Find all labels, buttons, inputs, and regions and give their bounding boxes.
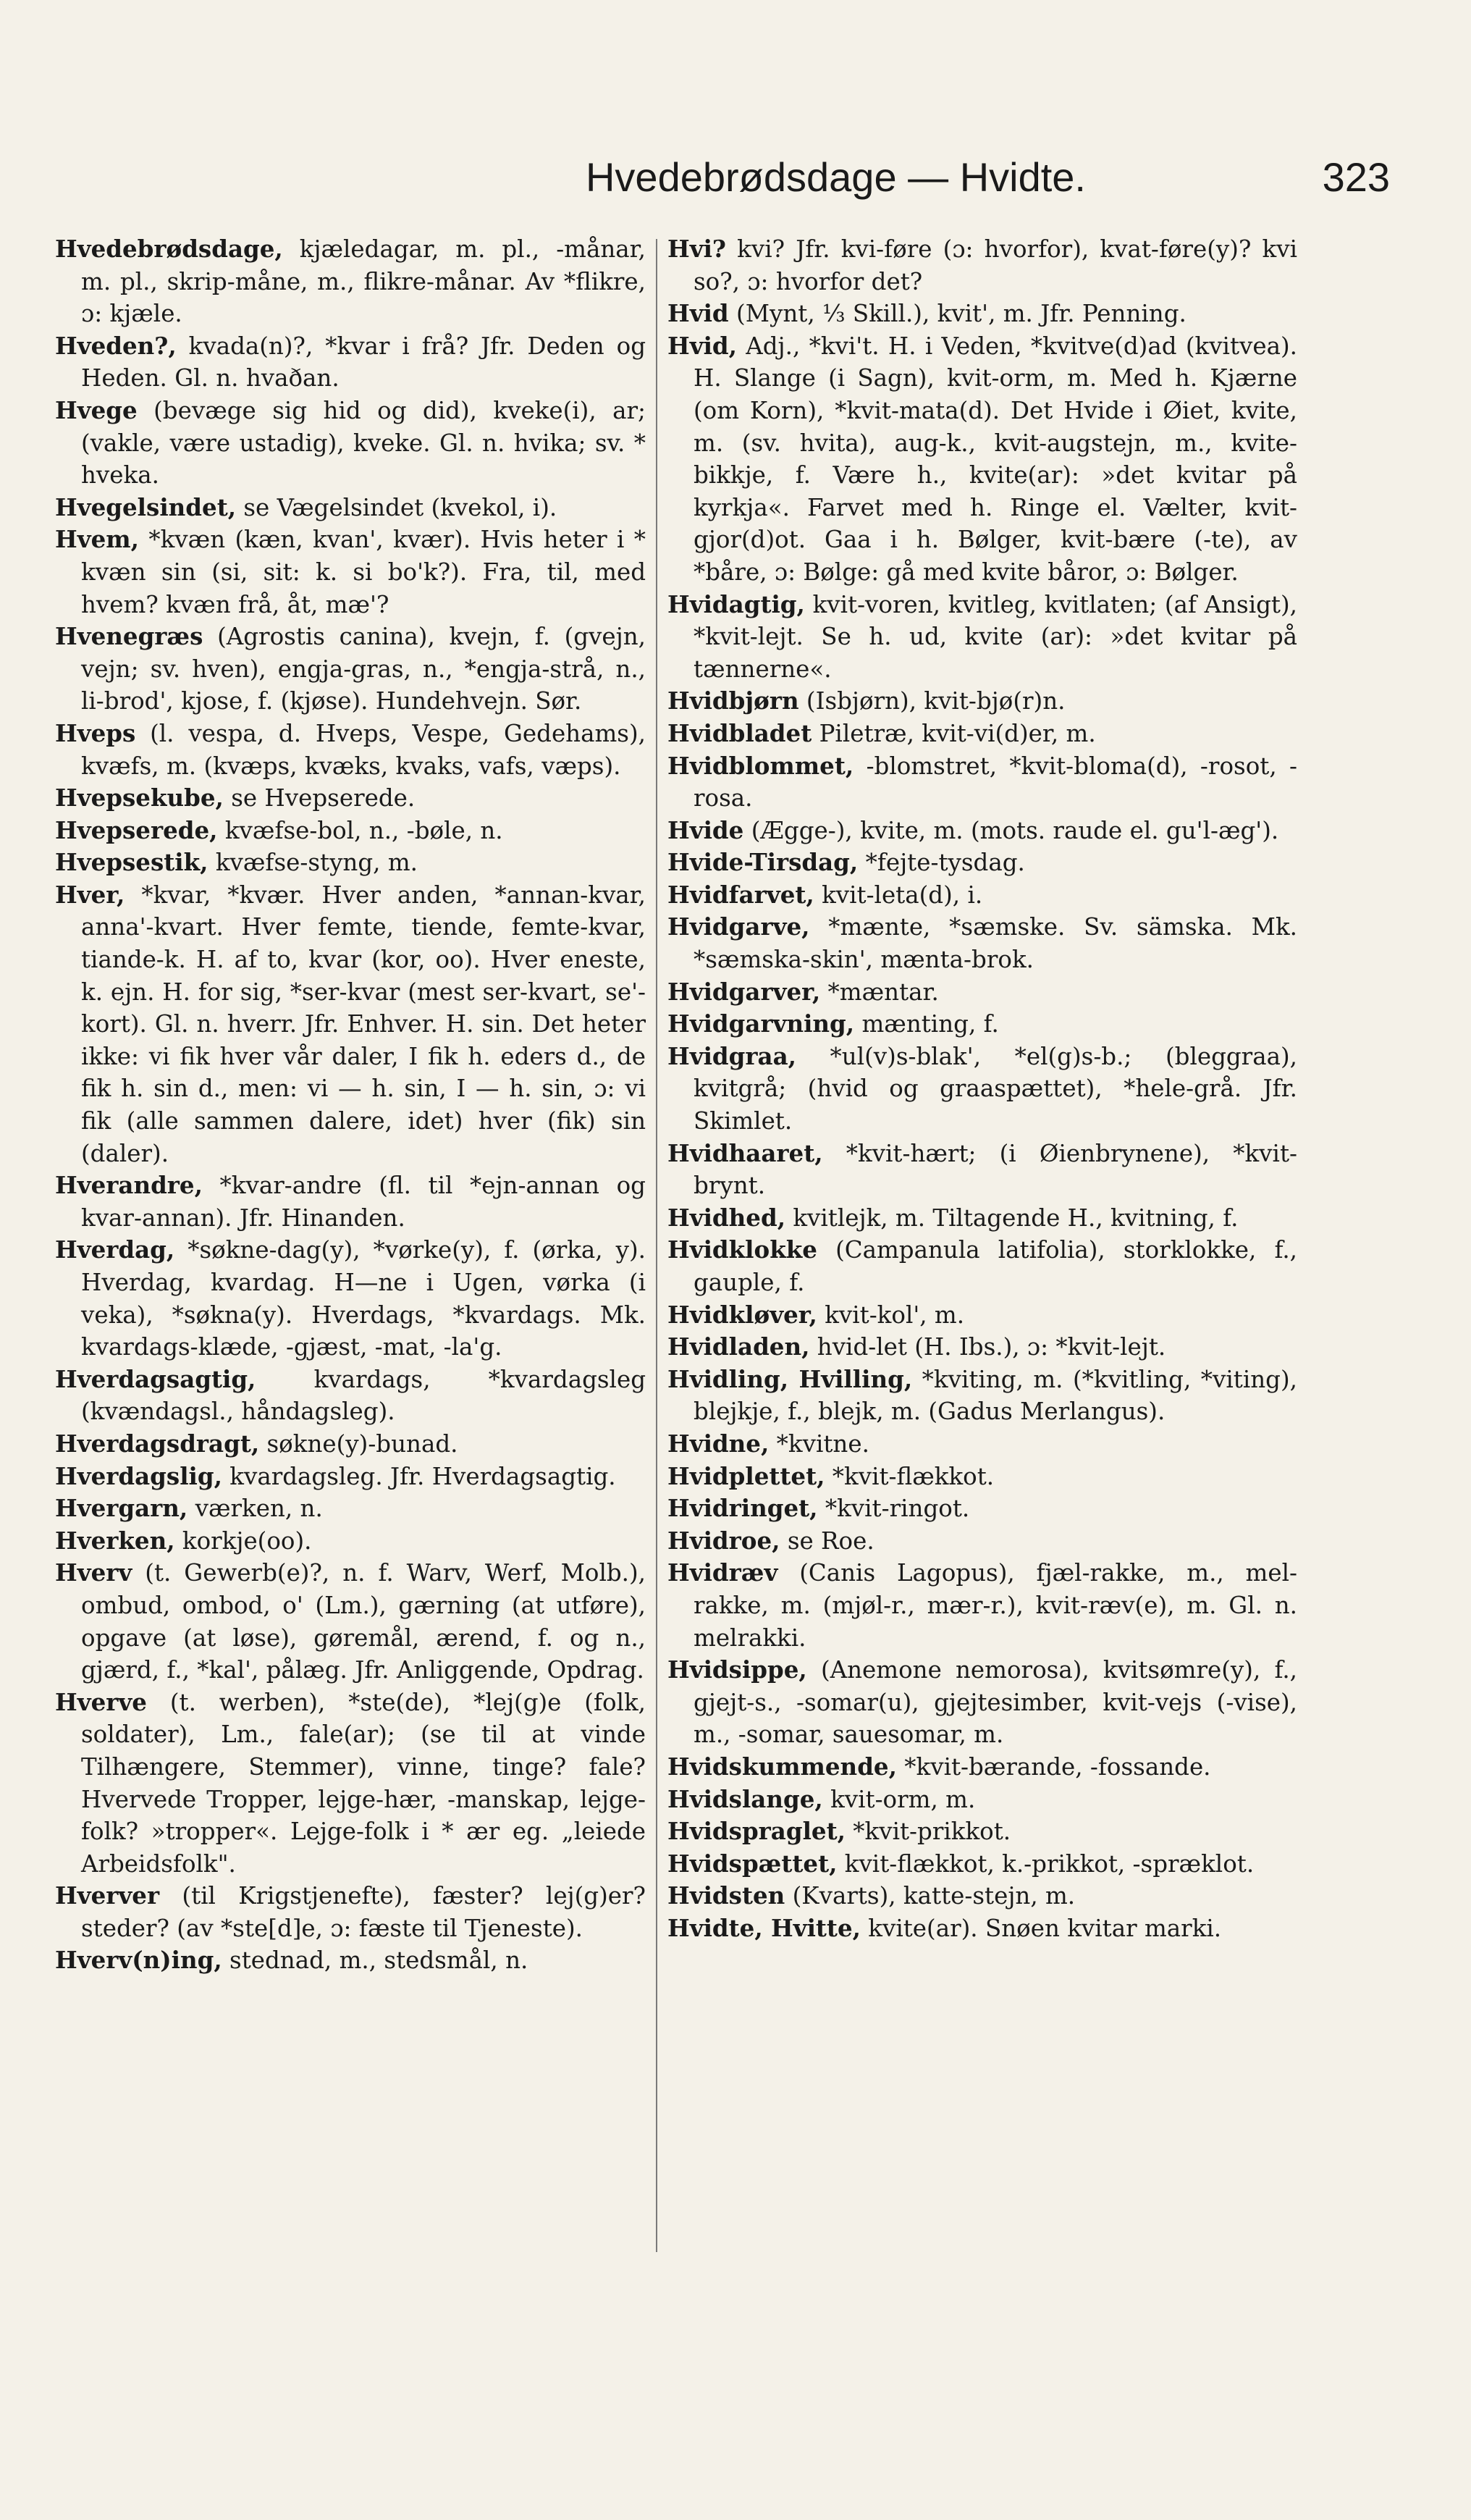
- entry-definition: *kvit-ringot.: [825, 1495, 970, 1523]
- entry-definition: kvardagsleg. Jfr. Hverdagsagtig.: [229, 1462, 616, 1490]
- dictionary-entry: [667, 1461, 1297, 1493]
- dictionary-entry: [55, 330, 646, 395]
- entry-headword: Hverdagsagtig,: [55, 1364, 256, 1393]
- entry-definition: stednad, m., stedsmål, n.: [229, 1946, 528, 1975]
- entry-headword: Hvedebrødsdage,: [55, 235, 283, 263]
- dictionary-entry: [667, 1525, 1297, 1558]
- entry-definition: *ul(v)s-blak', *el(g)s-b.; (bleggraa), kvitgrå; (hvid og graaspættet), *hele-grå. Jfr. Skimlet.: [694, 1042, 1297, 1135]
- entry-headword: Hvidkløver,: [667, 1300, 817, 1329]
- entry-headword: Hvege: [55, 395, 138, 424]
- entry-headword: Hvegelsindet,: [55, 492, 237, 521]
- column-divider: [656, 239, 657, 2252]
- entry-definition: (Mynt, ⅓ Skill.), kvit', m. Jfr. Penning.: [736, 300, 1187, 328]
- right-column: [667, 233, 1297, 2261]
- dictionary-entry: [667, 1428, 1297, 1461]
- dictionary-entry: [55, 1234, 646, 1363]
- dictionary-entry: [667, 815, 1297, 847]
- dictionary-entry: [55, 1880, 646, 1944]
- entry-definition: (Agrostis canina), kvejn, f. (gvejn, vejn; sv. hven), engja-gras, n., *engja-strå, n., li-brod', kjose, f. (kjøse). Hundehvejn. Sør.: [81, 623, 646, 715]
- entry-headword: Hvidagtig,: [667, 589, 805, 618]
- entry-definition: (Kvarts), katte-stejn, m.: [792, 1882, 1076, 1910]
- entry-definition: mænting, f.: [861, 1010, 999, 1038]
- dictionary-entry: [55, 1944, 646, 1977]
- entry-headword: Hverv: [55, 1558, 132, 1587]
- entry-definition: kvit-orm, m.: [830, 1785, 976, 1813]
- dictionary-entry: [667, 1912, 1297, 1945]
- dictionary-entry: [55, 1169, 646, 1234]
- entry-headword: Hvidsten: [667, 1881, 785, 1910]
- dictionary-entry: [55, 1687, 646, 1881]
- entry-headword: Hvidslange,: [667, 1784, 823, 1813]
- dictionary-entry: [55, 1525, 646, 1558]
- entry-headword: Hvidsippe,: [667, 1655, 807, 1684]
- entry-headword: Hvidgraa,: [667, 1041, 796, 1070]
- entry-headword: Hvidklokke: [667, 1235, 817, 1264]
- entry-definition: (Canis Lagopus), fjæl-rakke, m., mel-rakke, m. (mjøl-r., mær-r.), kvit-ræv(e), m. Gl. n. melrakki.: [694, 1559, 1297, 1652]
- entry-headword: Hvidhed,: [667, 1203, 786, 1232]
- dictionary-entry: [667, 1784, 1297, 1816]
- entry-definition: kvæfse-bol, n., -bøle, n.: [224, 816, 503, 844]
- dictionary-entry: [667, 298, 1297, 330]
- dictionary-entry: [667, 1751, 1297, 1784]
- entry-definition: *søkne-dag(y), *vørke(y), f. (ørka, y). Hverdag, kvardag. H—ne i Ugen, vørka (i veka), *søkna(y). Hverdags, *kvardags. Mk. kvardags-klæde, -gjæst, -mat, -la'g.: [81, 1236, 646, 1361]
- dictionary-entry: [667, 879, 1297, 912]
- entry-definition: *kvit-prikkot.: [853, 1818, 1011, 1846]
- dictionary-entry: [55, 395, 646, 492]
- entry-headword: Hvidbladet: [667, 718, 812, 747]
- entry-definition: se Hvepserede.: [231, 784, 416, 812]
- dictionary-entry: [667, 750, 1297, 815]
- dictionary-entry: [55, 879, 646, 1169]
- entry-definition: kvite(ar). Snøen kvitar marki.: [868, 1914, 1222, 1942]
- entry-headword: Hvide: [667, 815, 744, 844]
- dictionary-entry: [667, 1880, 1297, 1912]
- entry-definition: *kvit-flækkot.: [832, 1462, 995, 1490]
- entry-headword: Hverver: [55, 1881, 160, 1910]
- dictionary-entry: [667, 1654, 1297, 1751]
- entry-definition: kvæfse-styng, m.: [215, 849, 418, 877]
- dictionary-entry: [55, 621, 646, 718]
- entry-definition: *mænte, *sæmske. Sv. sämska. Mk. *sæmska-skin', mænta-brok.: [694, 913, 1297, 974]
- entry-definition: (Anemone nemorosa), kvitsømre(y), f., gjejt-s., -somar(u), gjejtesimber, kvit-vejs (-vise), m., -somar, sauesomar, m.: [694, 1656, 1297, 1749]
- entry-headword: Hverdagslig,: [55, 1461, 222, 1490]
- dictionary-entry: [667, 1557, 1297, 1654]
- entry-definition: -blomstret, *kvit-bloma(d), -rosot, -rosa.: [694, 752, 1297, 812]
- entry-definition: kvada(n)?, *kvar i frå? Jfr. Deden og Heden. Gl. n. hvaðan.: [81, 332, 646, 392]
- entry-headword: Hvid: [667, 299, 729, 328]
- entry-headword: Hverv(n)ing,: [55, 1946, 222, 1975]
- entry-definition: hvid-let (H. Ibs.), ɔ: *kvit-lejt.: [817, 1333, 1166, 1361]
- dictionary-entry: [55, 847, 646, 879]
- dictionary-entry: [667, 911, 1297, 975]
- dictionary-entry: [55, 1364, 646, 1428]
- dictionary-entry: [667, 233, 1297, 298]
- entry-headword: Hvidspraglet,: [667, 1817, 846, 1846]
- dictionary-entry: [667, 1848, 1297, 1881]
- entry-definition: *kvit-bærande, -fossande.: [904, 1752, 1211, 1781]
- dictionary-entry: [55, 1461, 646, 1493]
- entry-headword: Hvi?: [667, 235, 726, 263]
- dictionary-entry: [667, 1202, 1297, 1235]
- dictionary-entry: [667, 685, 1297, 718]
- entry-headword: Hvepsestik,: [55, 848, 208, 877]
- entry-definition: *kvar, *kvær. Hver anden, *annan-kvar, anna'-kvart. Hver femte, tiende, femte-kvar, tiande-k. H. af to, kvar (kor, oo). Hver eneste, k. ejn. H. for sig, *ser-kvar (mest ser-kvart, se'-kort). Gl. n. hverr. Jfr. Enhver. H. sin. Det heter ikke: vi fik hver vår daler, I fik h. eders d., de fik h. sin d., men: vi — h. sin, I — h. sin, ɔ: vi fik (alle sammen dalere, idet) hver (fik) sin (daler).: [81, 881, 646, 1167]
- entry-definition: (Ægge-), kvite, m. (mots. raude el. gu'l-æg').: [751, 816, 1279, 844]
- entry-headword: Hvidling, Hvilling,: [667, 1364, 913, 1393]
- entry-headword: Hvidfarvet,: [667, 880, 814, 909]
- entry-definition: kvardags, *kvardagsleg (kvændagsl., håndagsleg).: [81, 1365, 646, 1426]
- entry-headword: Hvepsekube,: [55, 784, 224, 812]
- dictionary-entry: [55, 815, 646, 847]
- dictionary-entry: [667, 330, 1297, 589]
- entry-definition: (Isbjørn), kvit-bjø(r)n.: [806, 687, 1066, 715]
- entry-definition: *kvæn (kæn, kvan', kvær). Hvis heter i * kvæn sin (si, sit: k. si bo'k?). Fra, til, med hvem? kvæn frå, åt, mæ'?: [81, 526, 646, 618]
- entry-definition: kvit-flækkot, k.-prikkot, -spræklot.: [844, 1849, 1255, 1878]
- entry-headword: Hvenegræs: [55, 622, 203, 651]
- entry-headword: Hvidræv: [667, 1558, 778, 1587]
- entry-definition: (l. vespa, d. Hveps, Vespe, Gedehams), kvæfs, m. (kvæps, kvæks, kvaks, vafs, væps).: [81, 719, 646, 780]
- entry-headword: Hverken,: [55, 1526, 175, 1555]
- entry-definition: kjæledagar, m. pl., -månar, m. pl., skrip-måne, m., flikre-månar. Av *flikre, ɔ: kjæle.: [81, 235, 646, 328]
- entry-definition: søkne(y)-bunad.: [266, 1429, 458, 1458]
- entry-headword: Hver,: [55, 880, 125, 909]
- entry-headword: Hvidplettet,: [667, 1461, 825, 1490]
- entry-definition: korkje(oo).: [182, 1526, 312, 1555]
- dictionary-entry: [667, 1234, 1297, 1298]
- entry-headword: Hverdag,: [55, 1235, 175, 1264]
- dictionary-entry: [667, 589, 1297, 686]
- dictionary-entry: [55, 1492, 646, 1525]
- dictionary-entry: [667, 1299, 1297, 1332]
- entry-headword: Hvid,: [667, 331, 737, 360]
- entry-headword: Hvergarn,: [55, 1494, 188, 1523]
- entry-definition: se Roe.: [787, 1526, 874, 1555]
- entry-definition: kvitlejk, m. Tiltagende H., kvitning, f.: [793, 1204, 1239, 1232]
- page-header: [58, 151, 1433, 201]
- entry-definition: (Campanula latifolia), storklokke, f., gauple, f.: [694, 1236, 1297, 1296]
- dictionary-entry: [667, 847, 1297, 879]
- entry-headword: Hverve: [55, 1687, 147, 1716]
- dictionary-entry: [667, 976, 1297, 1009]
- entry-headword: Hvidne,: [667, 1429, 770, 1458]
- page-number: 323: [1322, 154, 1390, 200]
- entry-headword: Hvidroe,: [667, 1526, 780, 1555]
- entry-headword: Hvidskummende,: [667, 1752, 897, 1781]
- entry-headword: Hveden?,: [55, 331, 177, 360]
- entry-headword: Hvidhaaret,: [667, 1138, 823, 1167]
- entry-headword: Hvidgarvning,: [667, 1009, 855, 1038]
- entry-headword: Hvidbjørn: [667, 686, 799, 715]
- dictionary-entry: [55, 1428, 646, 1461]
- dictionary-entry: [667, 1364, 1297, 1428]
- dictionary-entry: [55, 233, 646, 330]
- entry-definition: kvit-kol', m.: [825, 1301, 965, 1329]
- dictionary-entry: [55, 492, 646, 524]
- entry-headword: Hvide-Tirsdag,: [667, 848, 859, 877]
- entry-definition: *fejte-tysdag.: [865, 849, 1025, 877]
- dictionary-entry: [667, 1815, 1297, 1848]
- entry-headword: Hvidte, Hvitte,: [667, 1913, 861, 1942]
- dictionary-entry: [667, 1041, 1297, 1138]
- entry-definition: (t. Gewerb(e)?, n. f. Warv, Werf, Molb.), ombud, ombod, o' (Lm.), gærning (at utføre), opgave (at løse), gøremål, ærend, f. og n., gjærd, f., *kal', pålæg. Jfr. Anliggende, Opdrag.: [81, 1559, 646, 1684]
- entry-definition: (til Krigstjenefte), fæster? lej(g)er? steder? (av *ste[d]e, ɔ: fæste til Tjeneste).: [81, 1882, 646, 1942]
- dictionary-entry: [55, 782, 646, 815]
- entry-definition: kvi? Jfr. kvi-føre (ɔ: hvorfor), kvat-føre(y)? kvi so?, ɔ: hvorfor det?: [694, 235, 1297, 295]
- dictionary-entry: [667, 1008, 1297, 1041]
- entry-definition: Piletræ, kvit-vi(d)er, m.: [819, 719, 1096, 747]
- dictionary-entry: [55, 1557, 646, 1686]
- entry-definition: værken, n.: [195, 1495, 323, 1523]
- entry-headword: Hvepserede,: [55, 815, 218, 844]
- entry-definition: *kviting, m. (*kvitling, *viting), blejkje, f., blejk, m. (Gadus Merlangus).: [694, 1365, 1297, 1426]
- entry-definition: *kvit-hært; (i Øienbrynene), *kvit-brynt.: [694, 1139, 1297, 1200]
- entry-headword: Hvidladen,: [667, 1332, 810, 1361]
- entry-headword: Hvidgarve,: [667, 912, 810, 941]
- entry-headword: Hverandre,: [55, 1171, 203, 1200]
- dictionary-entry: [55, 524, 646, 621]
- entry-headword: Hvidblommet,: [667, 751, 854, 780]
- entry-definition: (t. werben), *ste(de), *lej(g)e (folk, soldater), Lm., fale(ar); (se til at vinde Tilhængere, Stemmer), vinne, tinge? fale? Hvervede Tropper, lejge-hær, -manskap, lejge-folk? »tropper«. Lejge-folk i * ær eg. „leiede Arbeidsfolk".: [81, 1688, 646, 1878]
- entry-headword: Hvidspættet,: [667, 1849, 838, 1878]
- dictionary-entry: [667, 1138, 1297, 1202]
- entry-definition: *mæntar.: [827, 978, 939, 1006]
- dictionary-entry: [55, 718, 646, 782]
- entry-headword: Hveps: [55, 718, 136, 747]
- entry-headword: Hvidringet,: [667, 1494, 818, 1523]
- entry-definition: kvit-leta(d), i.: [822, 881, 983, 909]
- dictionary-entry: [667, 1331, 1297, 1364]
- entry-definition: (bevæge sig hid og did), kveke(i), ar; (vakle, være ustadig), kveke. Gl. n. hvika; sv. * hveka.: [81, 396, 646, 490]
- entry-definition: Adj., *kvi't. H. i Veden, *kvitve(d)ad (kvitvea). H. Slange (i Sagn), kvit-orm, m. Med h. Kjærne (om Korn), *kvit-mata(d). Det Hvide i Øiet, kvite, m. (sv. hvita), aug-k., kvit-augstejn, m., kvite-bikkje, f. Være h., kvite(ar): »det kvitar på kyrkja«. Farvet med h. Ringe el. Vælter, kvit-gjor(d)ot. Gaa i h. Bølger, kvit-bære (-te), av *båre, ɔ: Bølge: gå med kvite båror, ɔ: Bølger.: [694, 332, 1297, 586]
- dictionary-entry: [667, 1492, 1297, 1525]
- entry-definition: *kvitne.: [776, 1429, 869, 1458]
- entry-definition: kvit-voren, kvitleg, kvitlaten; (af Ansigt), *kvit-lejt. Se h. ud, kvite (ar): »det kvitar på tænnerne«.: [694, 590, 1297, 683]
- dictionary-entry: [667, 718, 1297, 750]
- entry-headword: Hverdagsdragt,: [55, 1429, 260, 1458]
- entry-headword: Hvem,: [55, 525, 139, 554]
- running-title: Hvedebrødsdage — Hvidte.: [585, 154, 1086, 200]
- entry-definition: se Vægelsindet (kvekol, i).: [243, 493, 557, 521]
- entry-headword: Hvidgarver,: [667, 977, 821, 1006]
- entry-definition: *kvar-andre (fl. til *ejn-annan og kvar-annan). Jfr. Hinanden.: [81, 1172, 646, 1232]
- left-column: [55, 233, 646, 2261]
